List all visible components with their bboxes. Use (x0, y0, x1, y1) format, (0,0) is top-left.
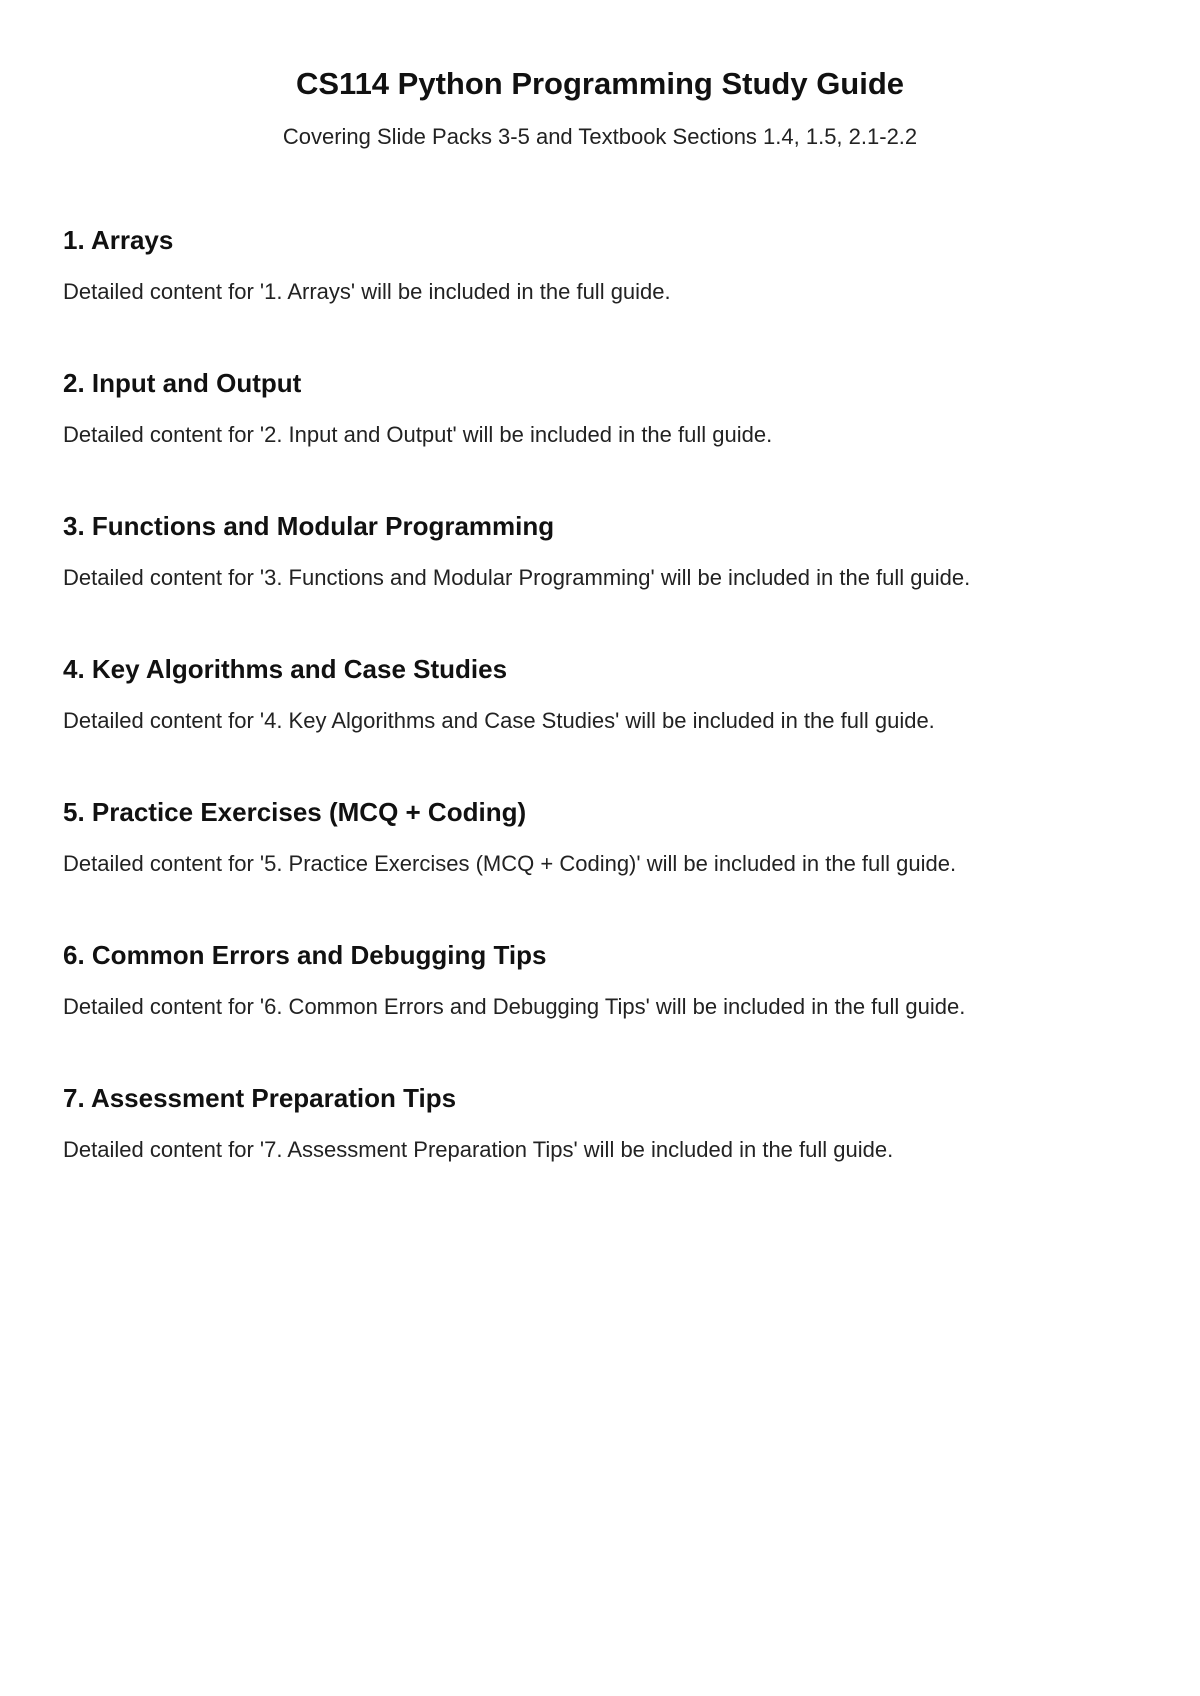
section-algorithms (63, 649, 1137, 792)
section-body: Detailed content for '3. Functions and Modular Programming' will be included in the full guide. (63, 565, 971, 590)
section-arrays (63, 220, 1137, 363)
section-functions (63, 506, 1137, 649)
section-heading: 3. Functions and Modular Programming (63, 511, 555, 541)
document-subtitle: Covering Slide Packs 3-5 and Textbook Sections 1.4, 1.5, 2.1-2.2 (282, 124, 918, 149)
section-body: Detailed content for '4. Key Algorithms and Case Studies' will be included in the full guide. (63, 708, 935, 733)
section-practice-exercises (63, 792, 1137, 935)
section-heading: 6. Common Errors and Debugging Tips (63, 940, 547, 970)
section-body: Detailed content for '1. Arrays' will be included in the full guide. (63, 279, 671, 304)
section-body: Detailed content for '6. Common Errors and Debugging Tips' will be included in the full guide. (63, 994, 966, 1019)
section-body: Detailed content for '5. Practice Exercises (MCQ + Coding)' will be included in the full guide. (63, 851, 957, 876)
section-heading: 1. Arrays (63, 225, 174, 255)
section-body: Detailed content for '7. Assessment Preparation Tips' will be included in the full guide. (63, 1137, 894, 1162)
section-heading: 2. Input and Output (63, 368, 302, 398)
section-input-output (63, 363, 1137, 506)
section-assessment (63, 1078, 1137, 1221)
document-title: CS114 Python Programming Study Guide (295, 66, 905, 101)
section-heading: 7. Assessment Preparation Tips (63, 1083, 457, 1113)
section-debugging (63, 935, 1137, 1078)
sections-list (63, 220, 1137, 1221)
section-body: Detailed content for '2. Input and Output' will be included in the full guide. (63, 422, 773, 447)
section-heading: 5. Practice Exercises (MCQ + Coding) (63, 797, 527, 827)
section-heading: 4. Key Algorithms and Case Studies (63, 654, 508, 684)
